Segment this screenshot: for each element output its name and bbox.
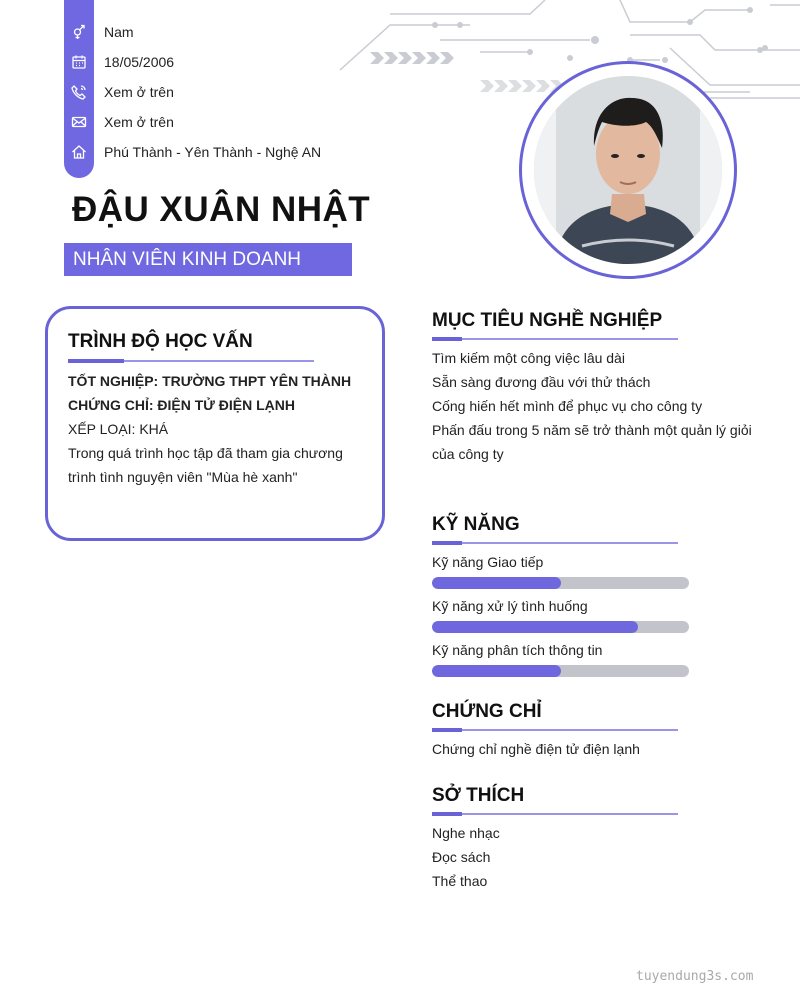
certificates-heading-rule [432,729,678,731]
contact-birthday [64,47,174,77]
objective-line: Tìm kiếm một công việc lâu dài [432,350,625,366]
education-heading: TRÌNH ĐỘ HỌC VẤN [68,331,253,352]
skill-bar [432,577,689,589]
education-certificate: CHỨNG CHỈ: ĐIỆN TỬ ĐIỆN LẠNH [68,397,296,413]
skill-label: Kỹ năng xử lý tình huống [432,598,588,614]
education-note-line: Trong quá trình học tập đã tham gia chương [68,445,343,461]
objective-heading-rule [432,338,678,340]
hobbies-heading: SỞ THÍCH [432,785,525,806]
certificate-item: Chứng chỉ nghề điện tử điện lạnh [432,741,640,757]
email-text: Xem ở trên [104,114,174,130]
skill-bar [432,621,689,633]
mail-icon [64,107,94,137]
avatar [534,76,722,264]
home-icon [64,137,94,167]
hobby-item: Thể thao [432,873,488,889]
skill-bar [432,665,689,677]
objective-line: của công ty [432,446,504,462]
contact-gender [64,17,134,47]
objective-line: Cống hiến hết mình để phục vụ cho công ty [432,398,703,414]
address-text: Phú Thành - Yên Thành - Nghệ AN [104,144,322,160]
skill-bar-fill [432,665,561,677]
objective-line: Phấn đấu trong 5 năm sẽ trở thành một quản lý giỏi [432,422,752,438]
contact-email [64,107,174,137]
education-heading-rule [68,360,314,362]
gender-icon [64,17,94,47]
skill-bar-fill [432,577,561,589]
phone-text: Xem ở trên [104,84,174,100]
contact-address [64,137,321,167]
skills-heading-rule [432,542,678,544]
education-note-line: trình tình nguyện viên "Mùa hè xanh" [68,469,298,485]
education-rank: XẾP LOẠI: KHÁ [68,421,169,437]
objective-heading: MỤC TIÊU NGHỀ NGHIỆP [432,310,663,331]
gender-text: Nam [104,24,134,40]
skill-label: Kỹ năng phân tích thông tin [432,642,603,658]
skill-label: Kỹ năng Giao tiếp [432,554,544,570]
skills-heading: KỸ NĂNG [432,514,520,535]
job-title: NHÂN VIÊN KINH DOANH [64,243,352,276]
hobbies-heading-rule [432,813,678,815]
watermark: tuyendung3s.com [636,969,754,984]
certificates-heading: CHỨNG CHỈ [432,701,542,722]
hobby-item: Nghe nhạc [432,825,500,841]
education-graduated: TỐT NGHIỆP: TRƯỜNG THPT YÊN THÀNH [68,373,352,389]
candidate-name: ĐẬU XUÂN NHẬT [72,190,371,229]
objective-line: Sẵn sàng đương đầu với thử thách [432,374,651,390]
phone-icon [64,77,94,107]
contact-phone [64,77,174,107]
hobby-item: Đọc sách [432,849,491,865]
birthday-text: 18/05/2006 [104,54,175,70]
portrait-illustration [534,76,722,264]
skill-bar-fill [432,621,638,633]
calendar-icon [64,47,94,77]
